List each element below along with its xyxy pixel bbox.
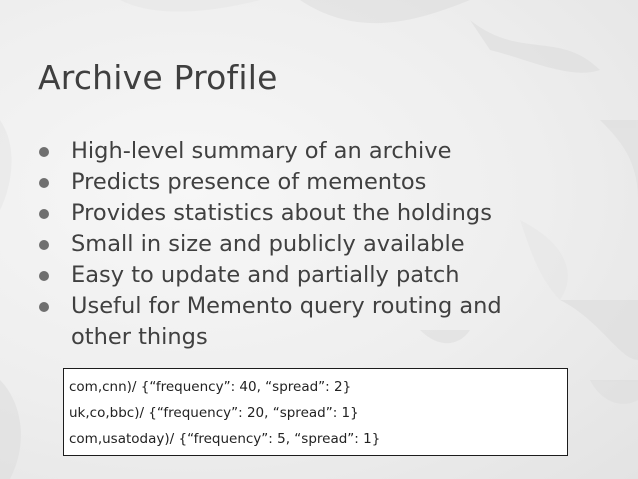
bullet-text: Predicts presence of mementos [71,169,427,195]
bullet-item [38,167,578,198]
bullet-item [38,260,578,291]
bullet-text: Provides statistics about the holdings [71,200,492,226]
profile-entry-line: uk,co,bbc)/ {“frequency”: 20, “spread”: 1} [69,405,359,421]
bullet-dot-icon [39,147,49,157]
bullet-text: Useful for Memento query routing and other things [71,293,502,350]
bullet-text: Small in size and publicly available [71,231,465,257]
profile-entry-line: com,cnn)/ {“frequency”: 40, “spread”: 2} [69,379,352,395]
bullet-item [38,291,551,353]
bullet-dot-icon [39,302,49,312]
bullet-item [38,229,578,260]
profile-entry-line: com,usatoday)/ {“frequency”: 5, “spread”: 1} [69,431,381,447]
bullet-item [38,198,578,229]
archive-profile-example-box [63,368,568,456]
bullet-text: Easy to update and partially patch [71,262,460,288]
bullet-dot-icon [39,178,49,188]
bullet-list [38,136,578,353]
bullet-text: High-level summary of an archive [71,138,452,164]
bullet-item [38,136,578,167]
slide-title: Archive Profile [38,58,278,97]
bullet-dot-icon [39,240,49,250]
bullet-dot-icon [39,271,49,281]
bullet-dot-icon [39,209,49,219]
